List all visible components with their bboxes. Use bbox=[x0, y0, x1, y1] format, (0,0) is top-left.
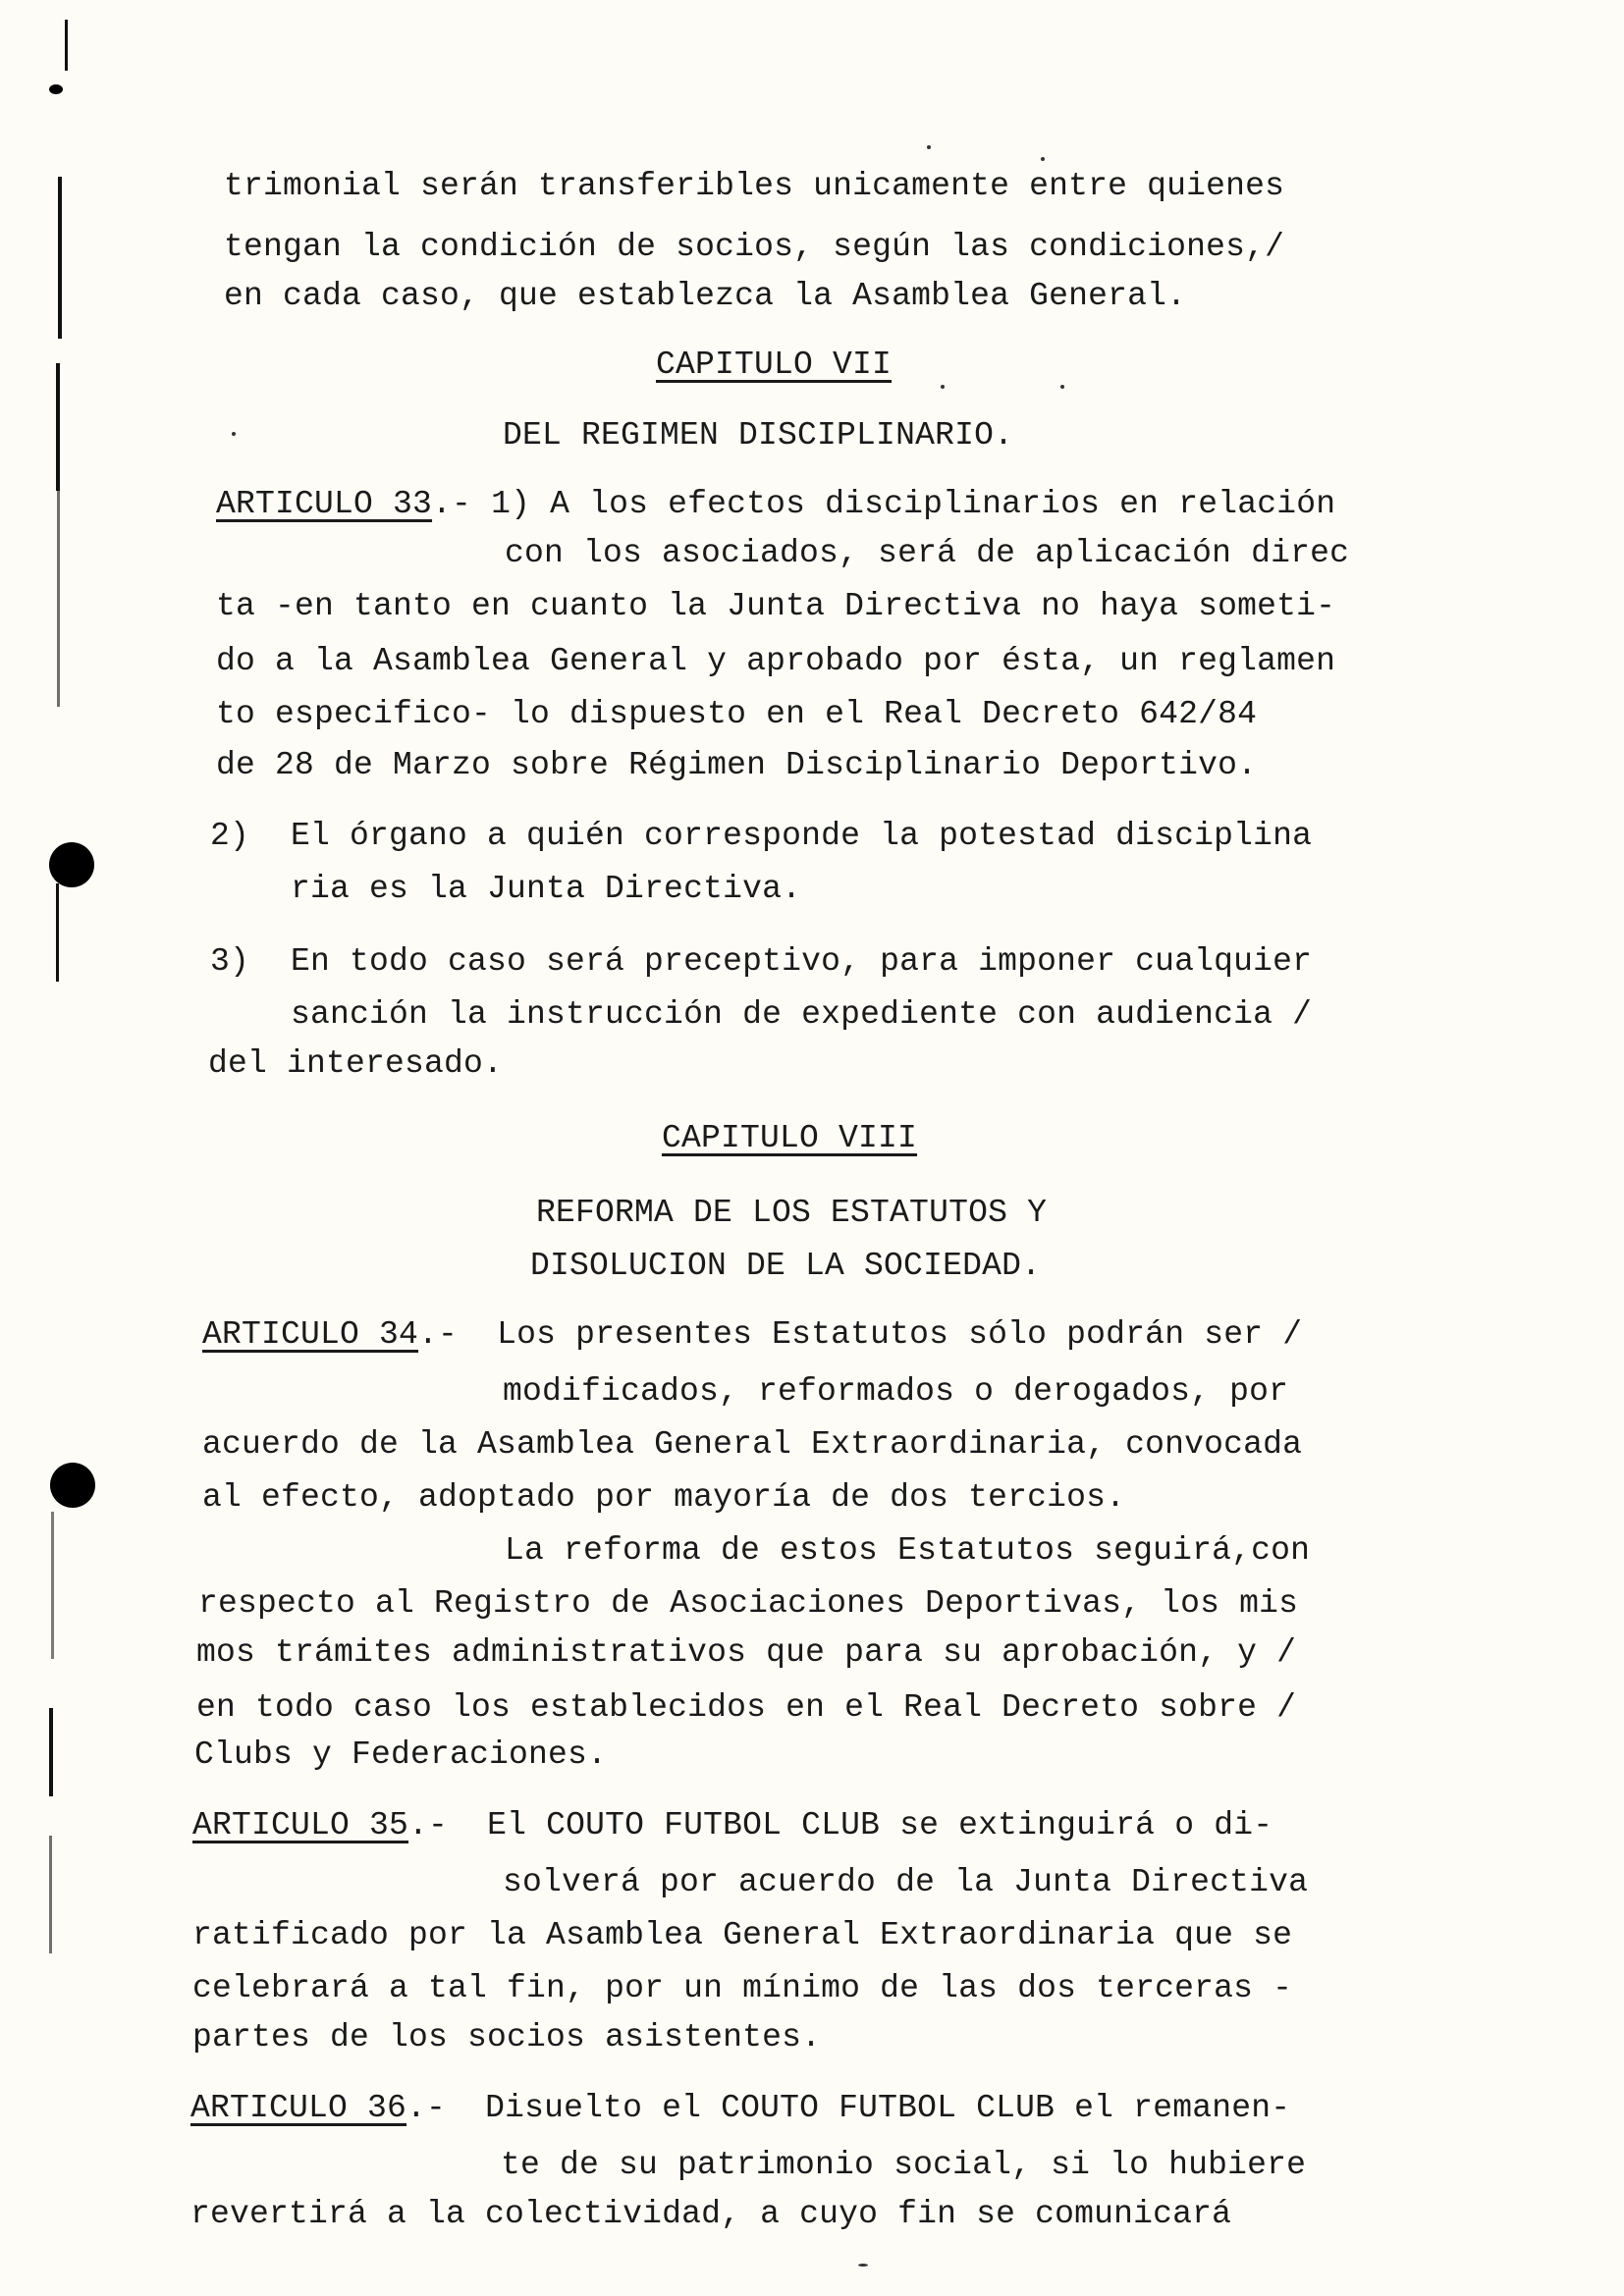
body-line: te de su patrimonio social, si lo hubiere bbox=[501, 2147, 1307, 2183]
body-line: en cada caso, que establezca la Asamblea General. bbox=[224, 278, 1187, 314]
article-dash: .- bbox=[406, 2090, 447, 2126]
body-line: En todo caso será preceptivo, para imponer cualquier bbox=[291, 943, 1313, 980]
body-line: mos trámites administrativos que para su aprobación, y / bbox=[196, 1634, 1297, 1671]
article-text: 1) A los efectos disciplinarios en relación bbox=[491, 486, 1336, 522]
speck bbox=[232, 432, 236, 436]
body-line: partes de los socios asistentes. bbox=[192, 2019, 822, 2056]
punch-hole bbox=[49, 84, 63, 94]
body-line: del interesado. bbox=[208, 1045, 504, 1082]
article-text: Los presentes Estatutos sólo podrán ser / bbox=[497, 1316, 1303, 1353]
body-line: con los asociados, será de aplicación direc bbox=[505, 535, 1350, 571]
article-heading: ARTICULO 33 bbox=[216, 486, 433, 522]
body-line: celebrará a tal fin, por un mínimo de las dos terceras - bbox=[192, 1970, 1293, 2006]
body-line: sanción la instrucción de expediente con audiencia / bbox=[291, 996, 1313, 1033]
chapter-subtitle: DEL REGIMEN DISCIPLINARIO. bbox=[503, 417, 1014, 454]
speck bbox=[941, 385, 945, 389]
speck bbox=[927, 145, 931, 149]
body-line: tengan la condición de socios, según las condiciones,/ bbox=[224, 229, 1285, 265]
article-text: El COUTO FUTBOL CLUB se extinguirá o di- bbox=[487, 1807, 1273, 1843]
body-line: trimonial serán transferibles unicamente entre quienes bbox=[224, 168, 1285, 204]
binding-line bbox=[56, 363, 60, 491]
chapter-subtitle: DISOLUCION DE LA SOCIEDAD. bbox=[530, 1248, 1042, 1284]
speck bbox=[1041, 157, 1045, 161]
chapter-title: CAPITULO VII bbox=[656, 347, 893, 383]
article-heading-line bbox=[216, 485, 1335, 524]
article-text bbox=[471, 486, 491, 522]
body-line: do a la Asamblea General y aprobado por ésta, un reglamen bbox=[216, 643, 1336, 679]
article-text: Disuelto el COUTO FUTBOL CLUB el remanen- bbox=[485, 2090, 1291, 2126]
article-text bbox=[446, 2090, 485, 2126]
article-text bbox=[448, 1807, 487, 1843]
body-line: to especifico- lo dispuesto en el Real Decreto 642/84 bbox=[216, 696, 1258, 732]
binding-line bbox=[49, 1708, 53, 1796]
punch-hole bbox=[50, 1463, 95, 1508]
speck bbox=[1060, 385, 1064, 389]
article-heading-line bbox=[192, 1806, 1272, 1845]
body-line: ta -en tanto en cuanto la Junta Directiva no haya someti- bbox=[216, 588, 1336, 624]
body-line: modificados, reformados o derogados, por bbox=[503, 1373, 1289, 1410]
body-line: acuerdo de la Asamblea General Extraordinaria, convocada bbox=[202, 1426, 1303, 1463]
binding-line bbox=[56, 883, 59, 982]
body-line: respecto al Registro de Asociaciones Deportivas, los mis bbox=[198, 1585, 1299, 1622]
list-marker: 3) bbox=[210, 943, 250, 980]
body-line: en todo caso los establecidos en el Real Decreto sobre / bbox=[196, 1689, 1297, 1726]
article-heading: ARTICULO 35 bbox=[192, 1807, 409, 1843]
article-dash: .- bbox=[408, 1807, 449, 1843]
body-line: ratificado por la Asamblea General Extraordinaria que se bbox=[192, 1917, 1293, 1953]
body-line: de 28 de Marzo sobre Régimen Disciplinario Deportivo. bbox=[216, 747, 1258, 783]
binding-line bbox=[51, 1512, 54, 1659]
body-line: ria es la Junta Directiva. bbox=[291, 871, 802, 907]
article-heading-line bbox=[202, 1315, 1302, 1355]
body-line: al efecto, adoptado por mayoría de dos tercios. bbox=[202, 1479, 1126, 1516]
body-line: solverá por acuerdo de la Junta Directiva bbox=[503, 1864, 1309, 1900]
chapter-subtitle: REFORMA DE LOS ESTATUTOS Y bbox=[536, 1195, 1048, 1231]
body-line: El órgano a quién corresponde la potestad disciplina bbox=[291, 818, 1313, 854]
punch-hole bbox=[49, 842, 94, 887]
article-heading-line bbox=[190, 2089, 1290, 2128]
speck bbox=[858, 2264, 868, 2267]
article-text bbox=[458, 1316, 497, 1353]
article-dash: .- bbox=[418, 1316, 459, 1353]
body-line: revertirá a la colectividad, a cuyo fin se comunicará bbox=[190, 2196, 1232, 2232]
binding-line bbox=[58, 177, 62, 339]
chapter-title: CAPITULO VIII bbox=[662, 1120, 918, 1156]
list-marker: 2) bbox=[210, 818, 250, 854]
binding-line bbox=[65, 20, 68, 71]
binding-line bbox=[49, 1836, 52, 1953]
article-heading: ARTICULO 34 bbox=[202, 1316, 419, 1353]
article-heading: ARTICULO 36 bbox=[190, 2090, 407, 2126]
article-dash: .- bbox=[432, 486, 472, 522]
body-line: Clubs y Federaciones. bbox=[194, 1736, 608, 1773]
body-line: La reforma de estos Estatutos seguirá,con bbox=[505, 1532, 1311, 1569]
